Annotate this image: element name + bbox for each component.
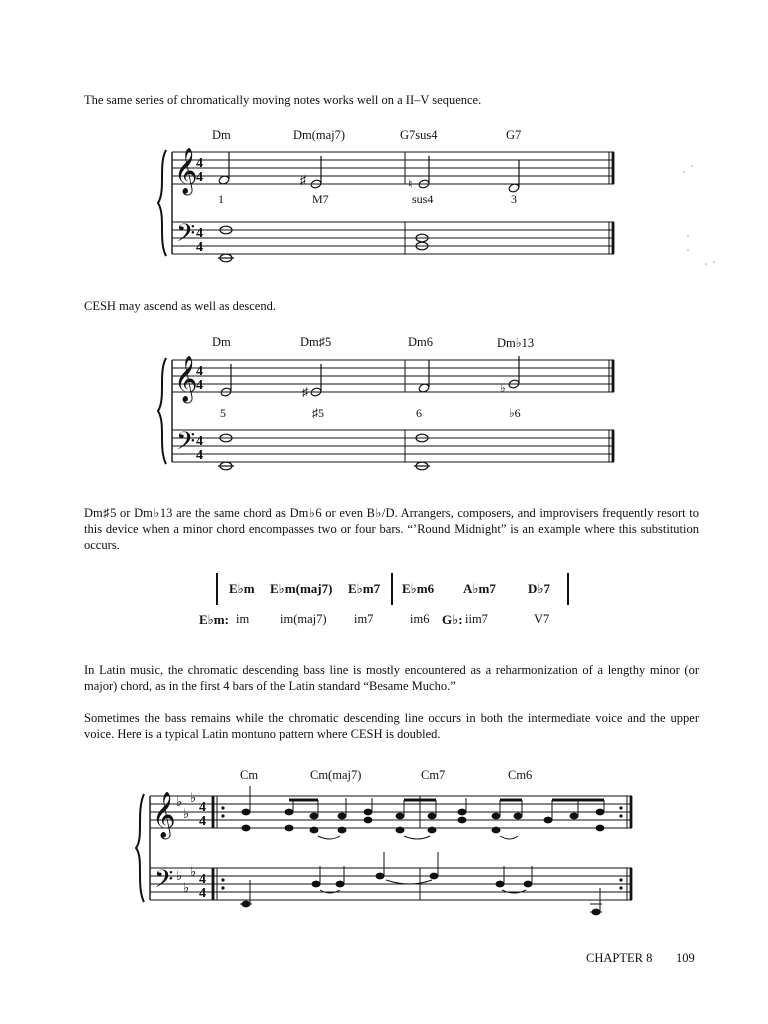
prog-numeral-5: iim7 <box>465 612 488 626</box>
prog-numeral-6: V7 <box>534 612 550 626</box>
prog-key-1: E♭m: <box>199 612 229 627</box>
ex1-degree-2: M7 <box>312 192 329 206</box>
ex1-degree-3: sus4 <box>412 192 434 206</box>
ex2-degree-4: ♭6 <box>509 406 521 420</box>
intro-paragraph: The same series of chromatically moving notes works well on a II–V sequence. <box>84 93 482 107</box>
svg-text:4: 4 <box>196 240 203 255</box>
ex2-degree-1: 5 <box>220 406 226 420</box>
svg-text:♭: ♭ <box>176 869 183 884</box>
svg-text:4: 4 <box>199 886 206 901</box>
svg-text:4: 4 <box>196 378 203 393</box>
svg-text:♯: ♯ <box>300 173 306 187</box>
ex3-chord-4: Cm6 <box>508 768 533 782</box>
svg-text:4: 4 <box>199 800 206 815</box>
ex1-treble-clef: 𝄞 <box>174 148 198 194</box>
example1-system <box>158 150 614 256</box>
svg-text:4: 4 <box>196 156 203 171</box>
svg-text:♮: ♮ <box>408 177 413 191</box>
svg-text:𝄞: 𝄞 <box>174 356 198 402</box>
prog-chord-1: E♭m <box>229 581 255 596</box>
ex1-degree-4: 3 <box>511 192 517 206</box>
svg-text:𝄢: 𝄢 <box>154 865 174 900</box>
svg-text:♯: ♯ <box>302 385 308 399</box>
prog-chord-6: D♭7 <box>528 581 551 596</box>
prog-key-2: G♭: <box>442 612 463 627</box>
prog-chord-5: A♭m7 <box>463 581 496 596</box>
svg-text:𝄞: 𝄞 <box>152 792 176 838</box>
prog-numeral-4: im6 <box>410 612 430 626</box>
ex2-chord-3: Dm6 <box>408 335 433 349</box>
svg-text:4: 4 <box>196 448 203 463</box>
svg-text:♭: ♭ <box>190 865 197 880</box>
prog-chord-4: E♭m6 <box>402 581 435 596</box>
prog-numeral-3: im7 <box>354 612 374 626</box>
svg-text:4: 4 <box>196 170 203 185</box>
chapter-label: CHAPTER 8 <box>586 951 653 965</box>
latin-paragraph: In Latin music, the chromatic descending bass line is mostly encountered as a reharmonization of a lengthy minor (or major) chord, as in the first 4 bars of the Latin standard “Besame Mucho.” <box>84 663 699 693</box>
montuno-paragraph: Sometimes the bass remains while the chromatic descending line occurs in both the intermediate voice and the upper voice. Here is a typical Latin montuno pattern where CESH is doubled. <box>84 711 699 741</box>
ex1-bass-clef: 𝄢 <box>176 219 196 254</box>
substitution-paragraph: Dm♯5 or Dm♭13 are the same chord as Dm♭6 or even B♭/D. Arrangers, composers, and improvisers frequently resort to this device when a minor chord encompasses two or four bars. “’Round Midnight” is an example where this substitution occurs. <box>84 506 699 552</box>
ex2-chord-2: Dm♯5 <box>300 335 332 349</box>
prog-numeral-1: im <box>236 612 250 626</box>
ex1-chord-1: Dm <box>212 128 231 142</box>
page-number: 109 <box>676 951 695 965</box>
svg-text:4: 4 <box>199 814 206 829</box>
svg-text:♭: ♭ <box>183 807 190 822</box>
prog-chord-2: E♭m(maj7) <box>270 581 333 596</box>
prog-chord-3: E♭m7 <box>348 581 381 596</box>
example2-system <box>158 358 614 464</box>
ex2-chord-1: Dm <box>212 335 231 349</box>
svg-text:4: 4 <box>199 872 206 887</box>
ex1-chord-2: Dm(maj7) <box>293 128 346 142</box>
ex1-chord-4: G7 <box>506 128 522 142</box>
svg-text:4: 4 <box>196 364 203 379</box>
svg-text:4: 4 <box>196 434 203 449</box>
prog-numeral-2: im(maj7) <box>280 612 327 626</box>
ex3-chord-2: Cm(maj7) <box>310 768 362 782</box>
ex3-chord-3: Cm7 <box>421 768 446 782</box>
ex2-degree-3: 6 <box>416 406 422 420</box>
ascend-paragraph: CESH may ascend as well as descend. <box>84 299 276 313</box>
ex1-degree-1: 1 <box>218 192 224 206</box>
ex3-chord-1: Cm <box>240 768 259 782</box>
svg-text:𝄢: 𝄢 <box>176 427 196 462</box>
ex2-degree-2: ♯5 <box>312 406 324 420</box>
svg-text:♭: ♭ <box>176 795 183 810</box>
example3-system <box>136 794 632 902</box>
svg-text:♭: ♭ <box>183 881 190 896</box>
svg-text:4: 4 <box>196 226 203 241</box>
svg-text:♭: ♭ <box>190 791 197 806</box>
svg-text:♭: ♭ <box>500 381 506 395</box>
ex1-chord-3: G7sus4 <box>400 128 438 142</box>
ex2-chord-4: Dm♭13 <box>497 336 535 350</box>
